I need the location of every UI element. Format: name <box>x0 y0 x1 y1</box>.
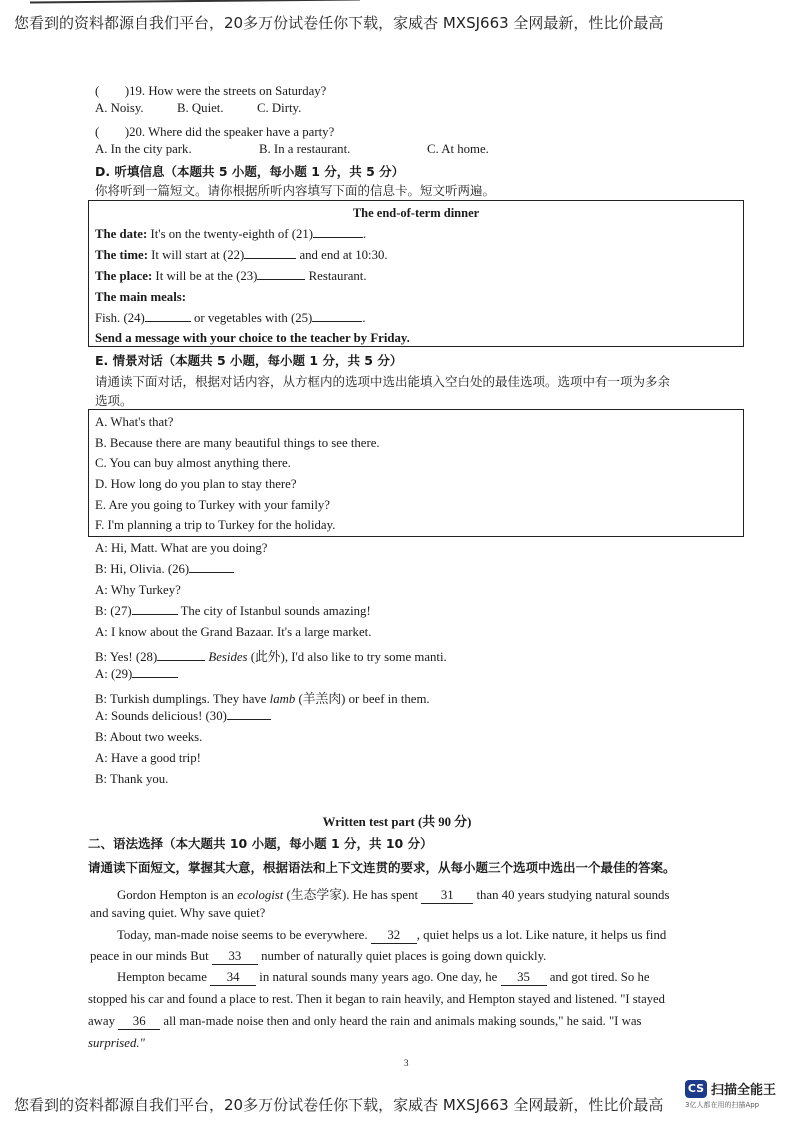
blank-25[interactable] <box>312 321 362 322</box>
blank-26[interactable] <box>189 572 234 573</box>
blank-32[interactable]: 32 <box>371 928 417 944</box>
info-card-title: The end-of-term dinner <box>352 206 480 220</box>
dialogue-line: B: Thank you. <box>95 772 169 786</box>
blank-36[interactable]: 36 <box>118 1014 160 1030</box>
question-20-options <box>95 142 489 157</box>
info-row-meals: Fish. (24) or vegetables with (25) . <box>95 311 366 325</box>
dialogue-line: B: (27) The city of Istanbul sounds amazing! <box>95 604 371 618</box>
option-c: C. You can buy almost anything there. <box>95 456 291 470</box>
dialogue-line: A: (29) <box>95 667 178 682</box>
option-d: D. How long do you plan to stay there? <box>95 477 297 491</box>
blank-22[interactable] <box>244 258 296 259</box>
question-text: 20. Where did the speaker have a party? <box>129 125 335 139</box>
passage-line: and saving quiet. Why save quiet? <box>90 906 266 920</box>
option-a: A. Noisy. <box>95 101 144 115</box>
blank-31[interactable]: 31 <box>421 888 473 904</box>
option-b: B. In a restaurant. <box>259 142 351 156</box>
grammar-instruction: 请通读下面短文，掌握其大意，根据语法和上下文连贯的要求，从每小题三个选项中选出一个最佳的答案。 <box>88 860 676 875</box>
grammar-section-title: 二、语法选择（本大题共 10 小题，每小题 1 分，共 10 分） <box>88 836 433 851</box>
dialogue-line: A: Have a good trip! <box>95 751 201 765</box>
passage-line: Gordon Hempton is an ecologist (生态学家). He has spent 31 than 40 years studying natural sounds <box>117 888 670 902</box>
option-b: B. Because there are many beautiful things to see there. <box>95 436 380 450</box>
options-box <box>88 409 744 537</box>
written-part-heading: Written test part (共 90 分) <box>322 815 472 829</box>
blank-33[interactable]: 33 <box>212 949 258 965</box>
blank-35[interactable]: 35 <box>501 970 547 986</box>
info-send-line: Send a message with your choice to the teacher by Friday. <box>95 331 410 345</box>
question-20 <box>95 121 334 140</box>
passage-line: away 36 all man-made noise then and only heard the rain and animals making sounds," he said. "I was <box>88 1014 642 1028</box>
info-row-place: The place: It will be at the (23) Restaurant. <box>95 269 367 283</box>
question-19 <box>95 80 326 99</box>
blank-29[interactable] <box>132 677 178 678</box>
option-a: A. What's that? <box>95 415 174 429</box>
section-d-instruction: 你将听到一篇短文。请你根据所听内容填写下面的信息卡。短文听两遍。 <box>95 183 496 198</box>
passage-line: Hempton became 34 in natural sounds many years ago. One day, he 35 and got tired. So he <box>117 970 650 984</box>
dialogue-line: B: Yes! (28) Besides (此外), I'd also like to try some manti. <box>95 650 447 664</box>
dialogue-line: B: Hi, Olivia. (26) <box>95 562 234 577</box>
logo-name: 扫描全能王 <box>711 1083 777 1098</box>
passage-line: surprised." <box>88 1036 145 1050</box>
blank-30[interactable] <box>227 719 271 720</box>
option-b: B. Quiet. <box>177 101 224 115</box>
option-f: F. I'm planning a trip to Turkey for the holiday. <box>95 518 336 532</box>
passage-line: peace in our minds But 33 number of naturally quiet places is going down quickly. <box>90 949 547 963</box>
dialogue-line: A: I know about the Grand Bazaar. It's a large market. <box>95 625 372 639</box>
section-e-instruction-2: 选项。 <box>95 393 133 408</box>
option-a: A. In the city park. <box>95 142 192 156</box>
question-19-options <box>95 101 301 116</box>
blank-34[interactable]: 34 <box>210 970 256 986</box>
section-e-instruction-1: 请通读下面对话，根据对话内容，从方框内的选项中选出能填入空白处的最佳选项。选项中有一项为多余 <box>95 374 671 389</box>
question-text: 19. How were the streets on Saturday? <box>129 84 327 98</box>
dialogue-line: B: About two weeks. <box>95 730 203 744</box>
cs-logo-icon: CS <box>685 1080 707 1098</box>
dialogue-line: B: Turkish dumplings. They have lamb (羊羔肉) or beef in them. <box>95 692 430 706</box>
option-e: E. Are you going to Turkey with your family? <box>95 498 330 512</box>
page-number: 3 <box>404 1058 409 1068</box>
option-c: C. At home. <box>427 142 489 156</box>
section-e-title: E. 情景对话（本题共 5 小题，每小题 1 分，共 5 分） <box>95 353 403 368</box>
dialogue-line: A: Hi, Matt. What are you doing? <box>95 541 268 555</box>
section-d-title: D. 听填信息（本题共 5 小题，每小题 1 分，共 5 分） <box>95 164 405 179</box>
blank-21[interactable] <box>313 237 363 238</box>
info-row-date: The date: It's on the twenty-eighth of (21) . <box>95 227 367 241</box>
logo-sub: 3亿人都在用的扫描App <box>685 1101 760 1109</box>
dialogue-line: A: Why Turkey? <box>95 583 181 597</box>
blank-24[interactable] <box>145 321 191 322</box>
top-banner: 您看到的资料都源自我们平台，20多万份试卷任你下载，家威杏 MXSJ663 全网最新，性比价最高 <box>14 14 664 32</box>
info-row-time: The time: It will start at (22) and end at 10:30. <box>95 248 388 262</box>
blank-28[interactable] <box>157 660 205 661</box>
bottom-banner: 您看到的资料都源自我们平台，20多万份试卷任你下载，家威杏 MXSJ663 全网最新，性比价最高 <box>14 1096 664 1114</box>
scan-edge-line <box>30 0 360 7</box>
answer-paren: ( ) <box>95 125 130 139</box>
passage-line: stopped his car and found a place to rest. Then it began to rain heavily, and Hempton stayed and listened. "I stayed <box>88 992 665 1006</box>
info-card <box>88 200 744 347</box>
option-c: C. Dirty. <box>257 101 302 115</box>
passage-line: Today, man-made noise seems to be everywhere. 32 , quiet helps us a lot. Like nature, it helps us find <box>117 928 667 942</box>
answer-paren: ( ) <box>95 84 130 98</box>
info-meals-label: The main meals: <box>95 290 186 304</box>
dialogue-line: A: Sounds delicious! (30) <box>95 709 271 724</box>
blank-23[interactable] <box>257 279 305 280</box>
blank-27[interactable] <box>132 614 178 615</box>
